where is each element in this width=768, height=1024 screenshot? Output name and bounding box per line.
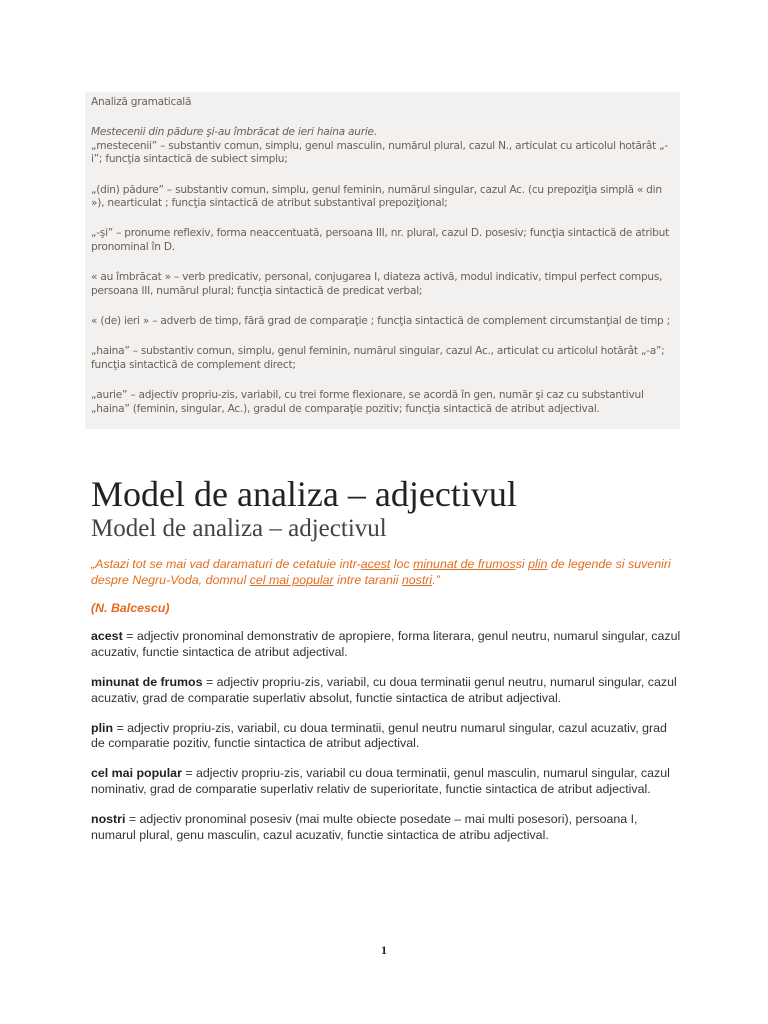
analysis-paragraph: „(din) pădure” – substantiv comun, simplu, genul feminin, numărul singular, cazul Ac. (cu prepoziţia simplă « din »), nearticulat ; funcţia sintactică de atribut substantival prepoziţional; — [91, 183, 662, 210]
analysis-paragraph: « au îmbrăcat » – verb predicativ, personal, conjugarea I, diateza activă, modul indicativ, timpul perfect compus, persoana III, numărul plural; funcţia sintactică de predicat verbal; — [91, 271, 663, 297]
analysis-entry — [91, 766, 681, 798]
sentence-text: Mestecenii din pădure şi-au îmbrăcat de ieri haina aurie. — [91, 126, 377, 139]
entry-text: = adjectiv pronominal posesiv (mai multe obiecte posedate – mai multi posesori), persoana I, numarul plural, genu masculin, cazul acuzativ, functie sintactica de atribu adjectival. — [91, 811, 638, 842]
quote-author: (N. Balcescu) — [91, 600, 170, 615]
quote-text: si — [515, 557, 529, 571]
analyzed-sentence — [91, 126, 674, 139]
page-subheading: Model de analiza – adjectivul — [91, 515, 387, 542]
adjective-analysis — [91, 557, 681, 857]
quote-text: loc — [390, 557, 414, 571]
quote-text: intre taranii — [333, 572, 402, 587]
quote-highlight: minunat de frumos — [413, 557, 516, 571]
analysis-entry — [91, 629, 681, 661]
quote-text: „Astazi tot se mai vad daramaturi de cetatuie intr- — [91, 557, 361, 571]
box-title: Analiză gramaticală — [91, 96, 192, 108]
entry-text: = adjectiv propriu-zis, variabil, cu doua terminatii genul neutru, numarul singular, cazul acuzativ, grad de comparatie superlativ absolut, functie sintactica de atribut adjectival. — [91, 674, 677, 705]
analysis-paragraph: „haina” – substantiv comun, simplu, genul feminin, numărul singular, cazul Ac., articulat cu articolul hotărât „-a”; funcţia sintactică de complement direct; — [91, 345, 665, 371]
entry-term: acest — [91, 629, 123, 644]
entry-text: = adjectiv pronominal demonstrativ de apropiere, forma literara, genul neutru, numarul singular, cazul acuzativ, functie sintactica de atribut adjectival. — [91, 629, 681, 660]
quote-text: .” — [432, 572, 440, 587]
example-quote — [91, 557, 681, 589]
analysis-paragraph: „-şi” – pronume reflexiv, forma neaccentuată, persoana III, nr. plural, cazul D. posesiv; funcţia sintactică de atribut pronominal în D. — [91, 227, 669, 253]
entry-term: minunat de frumos — [91, 674, 203, 689]
analysis-paragraph: « (de) ieri » – adverb de timp, fără grad de comparaţie ; funcţia sintactică de complement circumstanţial de timp ; — [91, 315, 670, 328]
entry-term: cel mai popular — [91, 766, 182, 781]
entry-term: nostri — [91, 811, 126, 826]
entry-text: = adjectiv propriu-zis, variabil, cu doua terminatii, genul neutru numarul singular, cazul acuzativ, grad de comparatie pozitiv, functie sintactica de atribut adjectival. — [91, 720, 667, 751]
analysis-entry — [91, 721, 681, 753]
entry-term: plin — [91, 720, 114, 735]
analysis-paragraph: „mestecenii” – substantiv comun, simplu, genul masculin, numărul plural, cazul N., articulat cu articolul hotărât „-i”; funcţia sintactică de subiect simplu; — [91, 139, 668, 166]
page-number: 1 — [381, 943, 387, 957]
quote-highlight: nostri — [401, 572, 433, 587]
analysis-paragraph: „aurie” – adjectiv propriu-zis, variabil, cu trei forme flexionare, se acordă în gen, număr şi caz cu substantivul „haina” (feminin, singular, Ac.), gradul de comparaţie pozitiv; funcţia sintactică de atribut adjectival. — [91, 389, 644, 415]
analysis-entry — [91, 812, 681, 844]
grammar-analysis-box — [85, 92, 680, 429]
quote-highlight: cel mai popular — [249, 572, 334, 587]
entry-text: = adjectiv propriu-zis, variabil cu doua terminatii, genul masculin, numarul singular, cazul nominativ, grad de comparatie superlativ relativ de superioritate, functie sintactica de atribut adjectival. — [91, 766, 670, 796]
quote-text: de legende si suveniri despre Negru-Voda, domnul — [91, 557, 671, 587]
page-heading: Model de analiza – adjectivul — [91, 474, 517, 514]
quote-highlight: acest — [360, 557, 391, 571]
analysis-entry — [91, 675, 681, 707]
quote-highlight: plin — [528, 557, 548, 571]
